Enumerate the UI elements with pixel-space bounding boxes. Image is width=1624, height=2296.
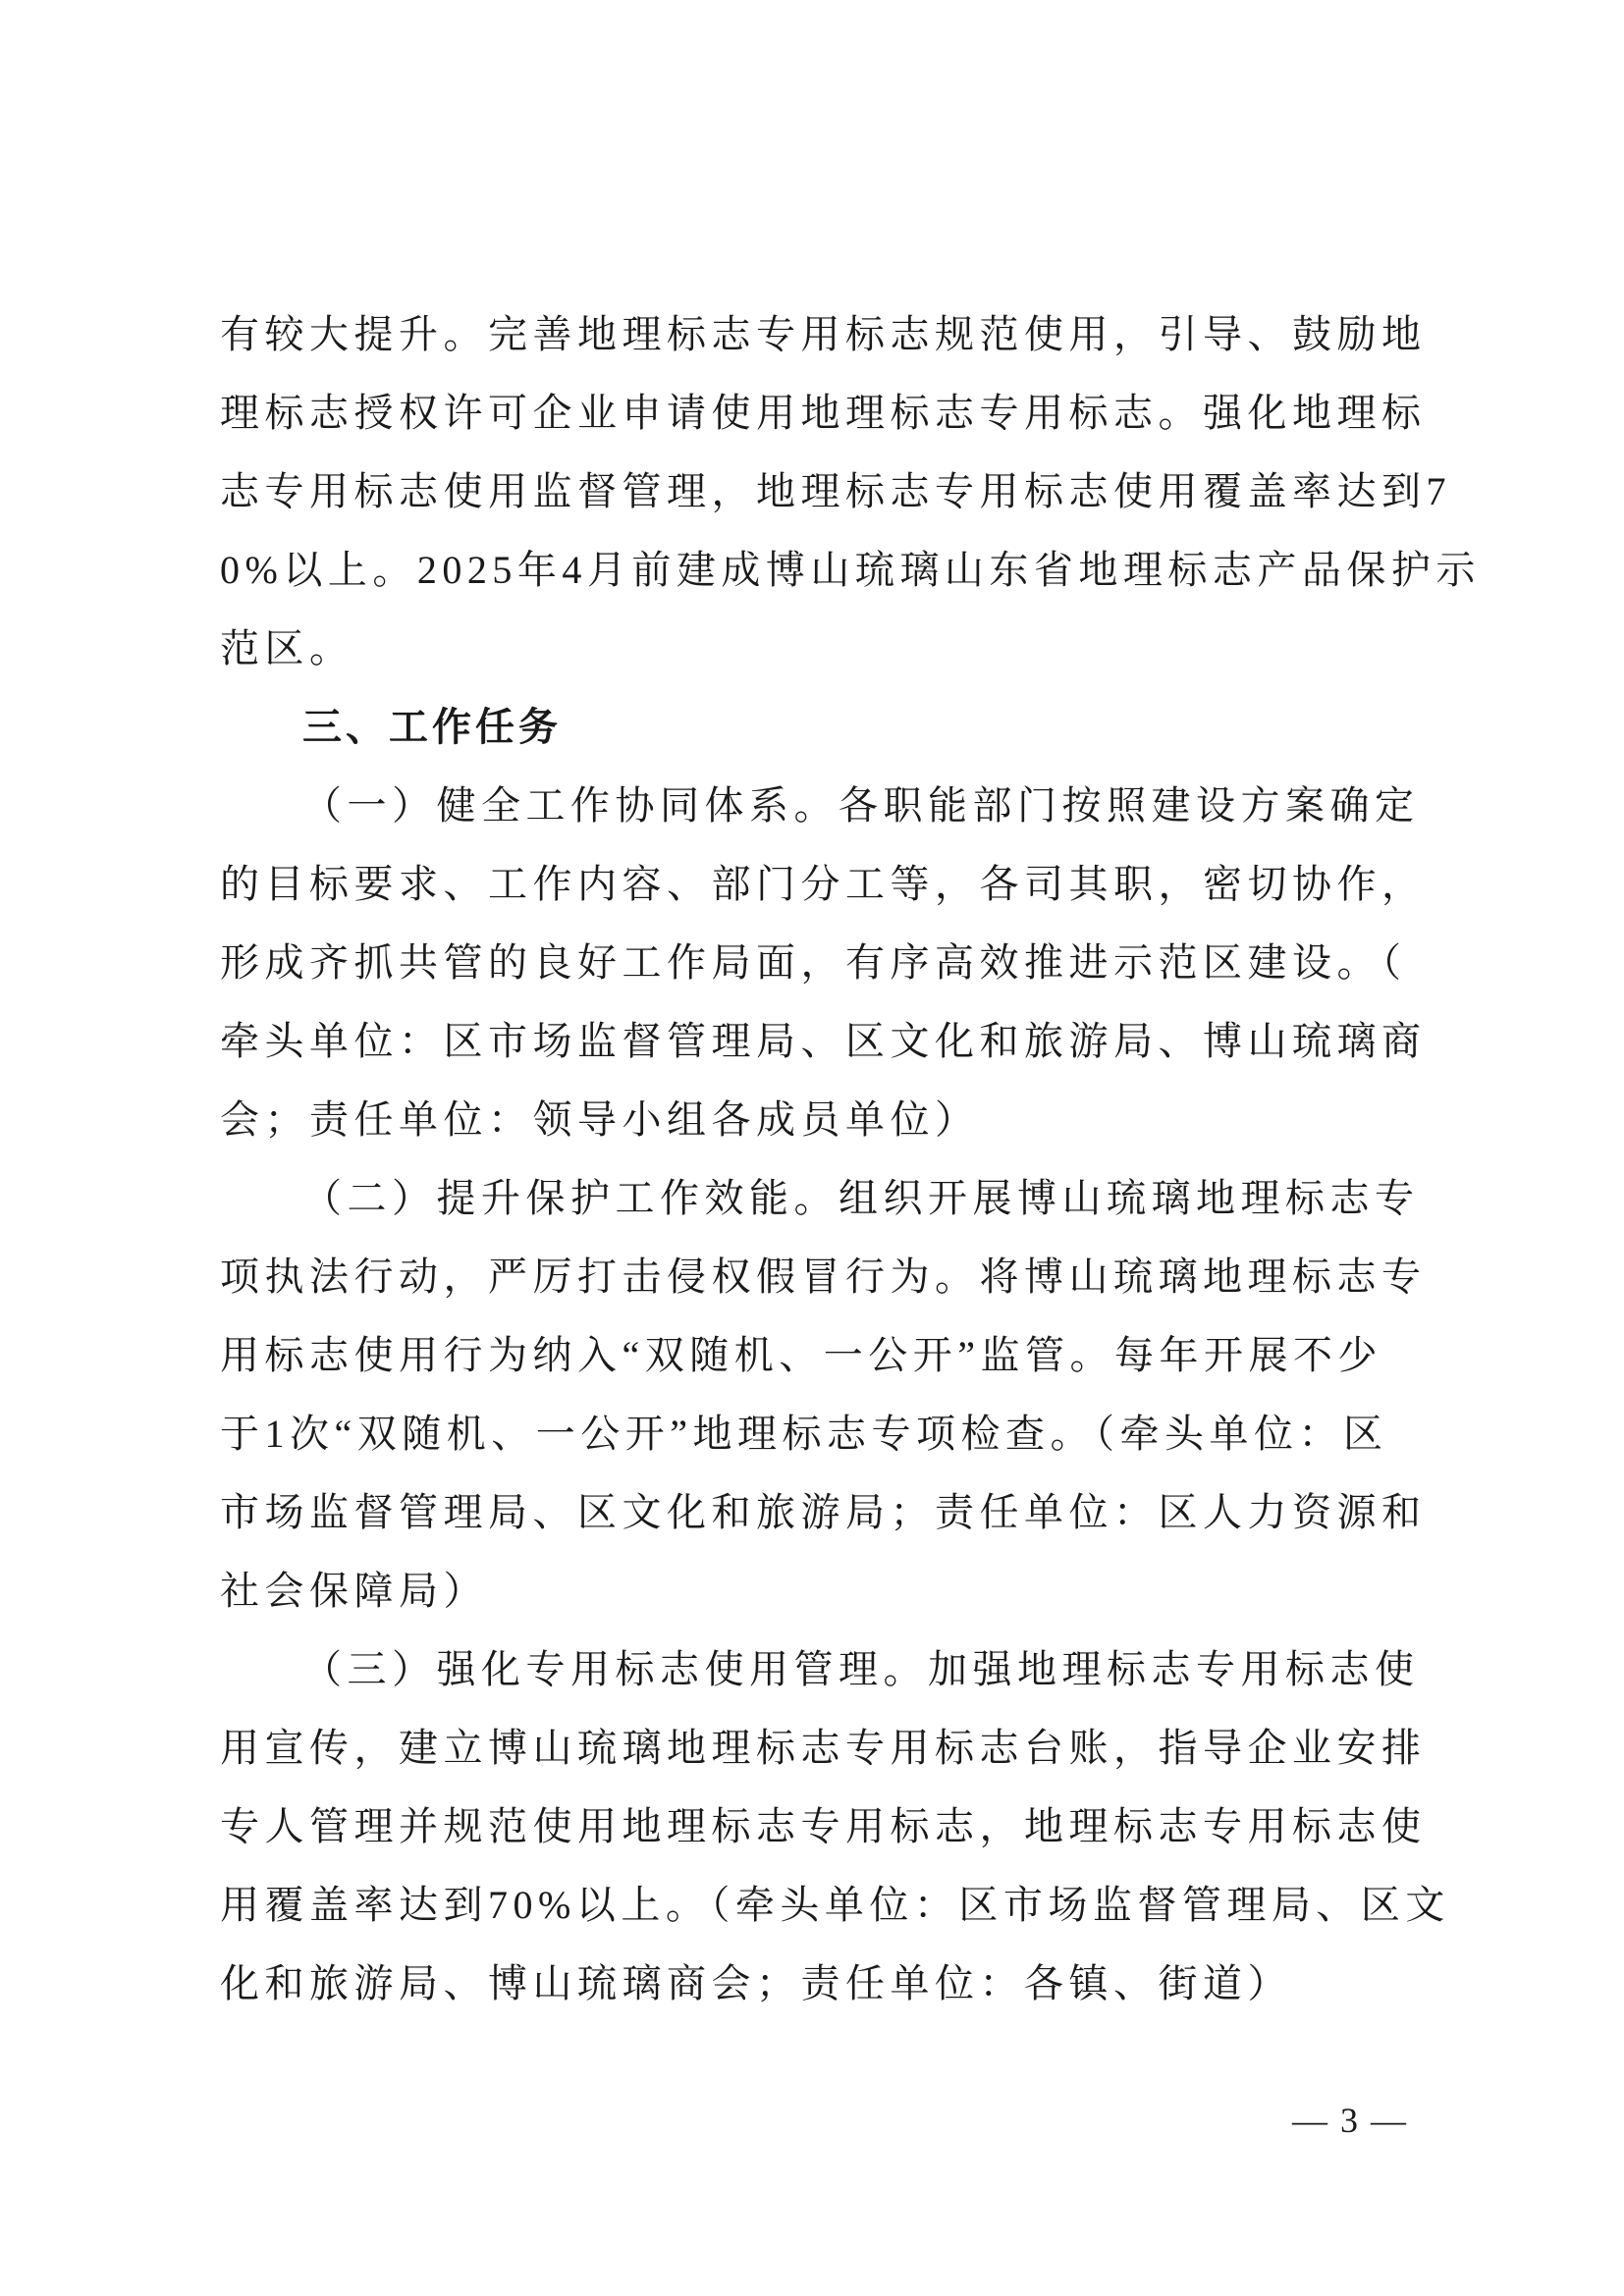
body-text-line: 范区。	[220, 626, 354, 670]
body-text-line: 市场监督管理局、区文化和旅游局；责任单位：区人力资源和	[220, 1490, 1427, 1534]
section-heading: 三、工作任务	[302, 705, 562, 750]
body-text-line: 社会保障局）	[220, 1569, 488, 1613]
body-text-line: 用标志使用行为纳入“双随机、一公开”监管。每年开展不少	[220, 1333, 1383, 1377]
body-text-line: 专人管理并规范使用地理标志专用标志，地理标志专用标志使	[220, 1804, 1427, 1848]
body-text-line: 用宣传，建立博山琉璃地理标志专用标志台账，指导企业安排	[220, 1726, 1427, 1770]
body-text-line: 0%以上。2025年4月前建成博山琉璃山东省地理标志产品保护示	[220, 548, 1481, 592]
body-text-line: 的目标要求、工作内容、部门分工等，各司其职，密切协作，	[220, 862, 1427, 906]
body-text-line: 志专用标志使用监督管理，地理标志专用标志使用覆盖率达到7	[220, 469, 1451, 513]
body-text-line: 牵头单位：区市场监督管理局、区文化和旅游局、博山琉璃商	[220, 1019, 1427, 1063]
body-text-line: 形成齐抓共管的良好工作局面，有序高效推进示范区建设。（	[220, 940, 1407, 985]
body-text-line: 用覆盖率达到70%以上。（牵头单位：区市场监督管理局、区文	[220, 1883, 1450, 1927]
body-text-line: 化和旅游局、博山琉璃商会；责任单位：各镇、街道）	[220, 1961, 1292, 2005]
body-text-line: 理标志授权许可企业申请使用地理标志专用标志。强化地理标	[220, 391, 1427, 435]
page-number: — 3 —	[1292, 2101, 1408, 2140]
body-text-line: 于1次“双随机、一公开”地理标志专项检查。（牵头单位：区	[220, 1412, 1388, 1456]
body-text-line: （一）健全工作协同体系。各职能部门按照建设方案确定	[302, 783, 1420, 828]
body-text-line: （三）强化专用标志使用管理。加强地理标志专用标志使	[302, 1647, 1420, 1691]
body-text-line: （二）提升保护工作效能。组织开展博山琉璃地理标志专	[302, 1176, 1420, 1220]
body-text-line: 有较大提升。完善地理标志专用标志规范使用，引导、鼓励地	[220, 312, 1427, 356]
body-text-line: 项执法行动，严厉打击侵权假冒行为。将博山琉璃地理标志专	[220, 1255, 1427, 1299]
body-text-line: 会；责任单位：领导小组各成员单位）	[220, 1097, 980, 1142]
